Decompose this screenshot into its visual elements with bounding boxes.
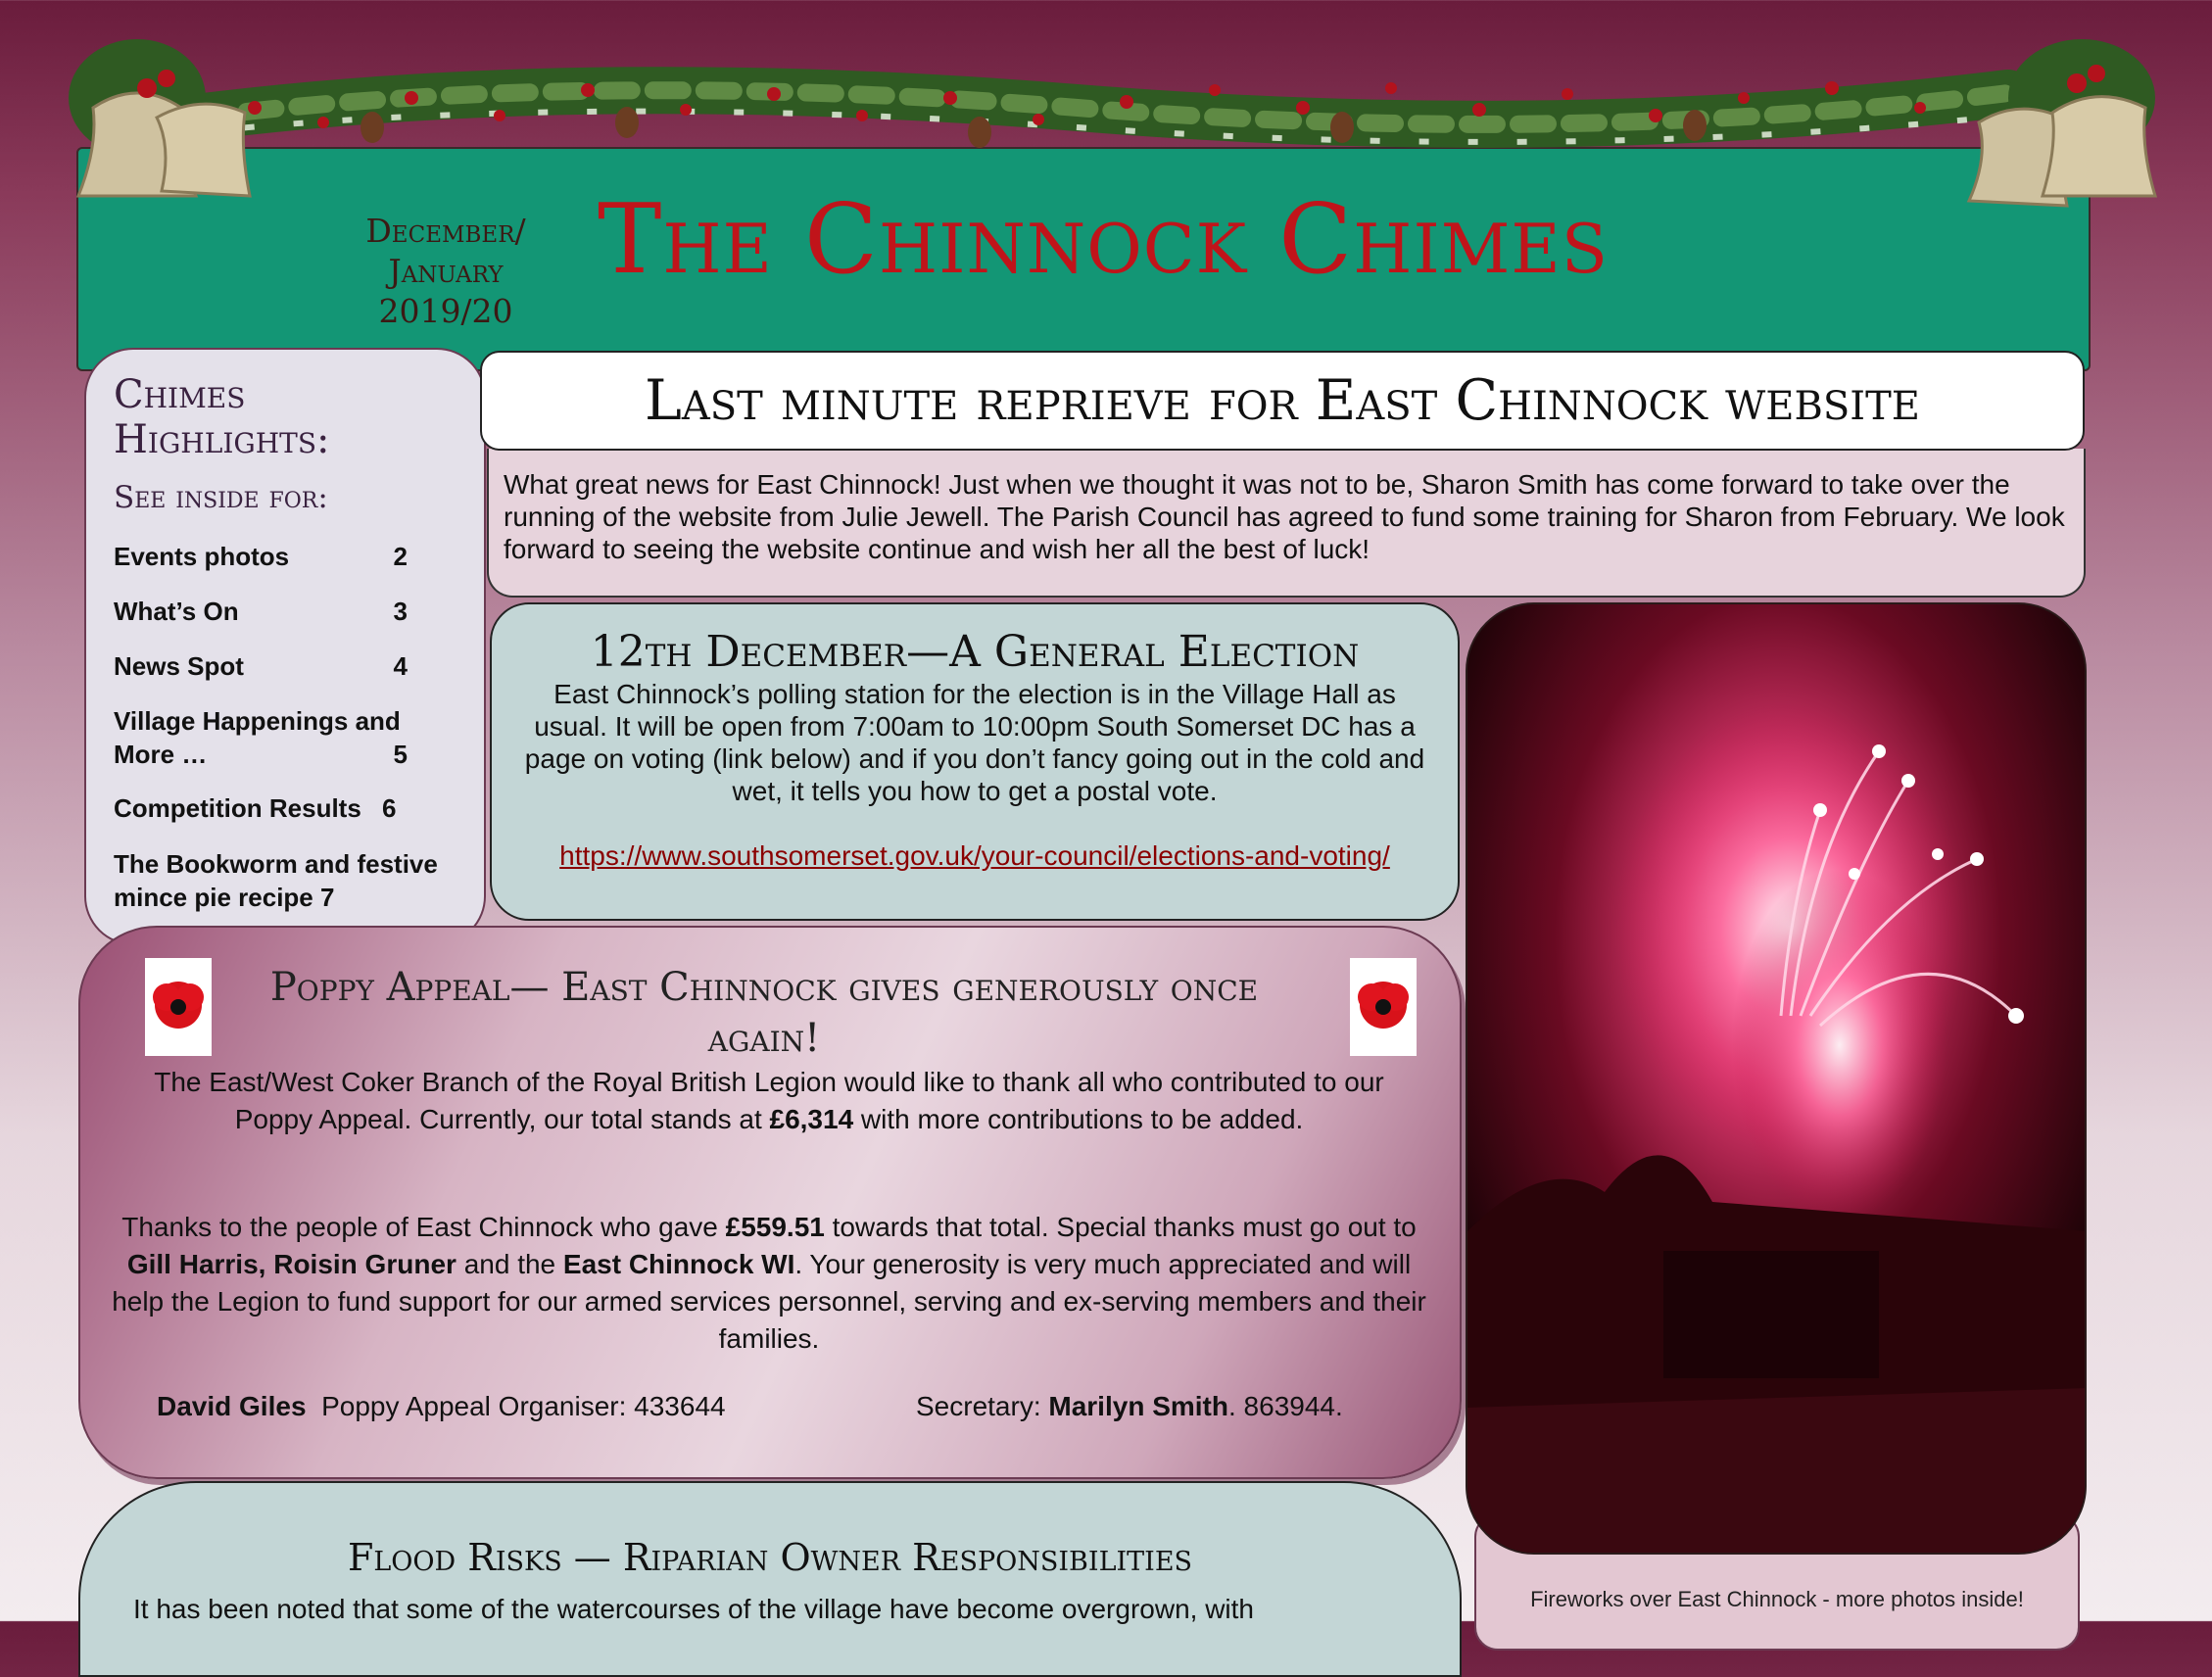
- poppy-text: . Your generosity is very much appreciated and will help the Legion to fund support for our armed services personnel, serving and ex-serving members and their families.: [112, 1249, 1426, 1354]
- poppy-thanked-names: Gill Harris, Roisin Gruner: [126, 1249, 457, 1279]
- election-body: East Chinnock’s polling station for the election is in the Village Hall as usual. It will be open from 7:00am to 10:00pm South Somerset DC has a page on voting (link below) and if you don’t fancy going out in the cold and wet, it tells you how to get a postal vote.: [524, 679, 1425, 806]
- poppy-text: Thanks to the people of East Chinnock who gave: [121, 1212, 726, 1242]
- organiser-role: Poppy Appeal Organiser: 433644: [321, 1391, 726, 1421]
- toc-item-label: Events photos: [114, 542, 290, 571]
- poppy-appeal-paragraph: [118, 1064, 1420, 1138]
- poppy-appeal-title: Poppy Appeal— East Chinnock gives generously once again!: [269, 965, 1259, 1061]
- toc-item-label: News Spot: [114, 651, 244, 681]
- toc-item[interactable]: [114, 595, 466, 628]
- flood-risks-panel: [78, 1481, 1462, 1677]
- toc-item[interactable]: [114, 649, 466, 683]
- secretary-name: Marilyn Smith: [1048, 1391, 1228, 1421]
- see-inside-heading: See inside for:: [114, 480, 328, 515]
- toc-item-label: Village Happenings and More …: [114, 706, 401, 769]
- toc-item[interactable]: [114, 791, 466, 825]
- poppy-secretary: [916, 1391, 1343, 1422]
- toc-item-page: 2: [393, 542, 408, 571]
- issue-date-line: 2019/20: [378, 292, 513, 330]
- photo-caption: Fireworks over East Chinnock - more photos inside!: [1530, 1587, 2024, 1611]
- poppy-icon: [1350, 958, 1417, 1056]
- issue-date-line: January: [388, 252, 504, 290]
- toc-item-page: 3: [393, 597, 408, 626]
- fireworks-photo: [1466, 602, 2087, 1555]
- fireworks-image: [1467, 604, 2087, 1555]
- newsletter-title: The Chinnock Chimes: [598, 184, 1609, 296]
- bell-icon-right: [1969, 39, 2155, 206]
- poppy-organiser: [157, 1391, 726, 1422]
- highlights-title: Chimes Highlights:: [114, 372, 330, 462]
- toc-item-page: 4: [393, 651, 408, 681]
- toc-item-label: What’s On: [114, 597, 239, 626]
- poppy-village-amount: £559.51: [725, 1212, 825, 1242]
- toc-item[interactable]: [114, 704, 427, 771]
- website-article-title-panel: [480, 351, 2085, 451]
- issue-date-line: December/: [365, 212, 526, 250]
- poppy-text: towards that total. Special thanks must go out to: [824, 1212, 1417, 1242]
- secretary-label: Secretary:: [916, 1391, 1049, 1421]
- website-article-body: What great news for East Chinnock! Just when we thought it was not to be, Sharon Smith has come forward to take over the running of the website from Julie Jewell. The Parish Council has agreed to fund some training for Sharon from February. We look forward to seeing the website continue and wish her all the best of luck!: [504, 469, 2065, 564]
- website-article-title: Last minute reprieve for East Chinnock website: [645, 368, 1920, 433]
- poppy-text: with more contributions to be added.: [853, 1104, 1304, 1134]
- election-title: 12th December—A General Election: [590, 627, 1360, 677]
- poppy-icon: [145, 958, 212, 1056]
- toc-item[interactable]: [114, 847, 457, 914]
- secretary-phone: . 863944.: [1227, 1391, 1343, 1421]
- flood-risks-title: Flood Risks — Riparian Owner Responsibilities: [347, 1536, 1193, 1579]
- poppy-thanked-wi: East Chinnock WI: [562, 1249, 795, 1279]
- toc-item[interactable]: [114, 540, 466, 573]
- bell-icon-left: [69, 39, 250, 196]
- toc-item-label: Competition Results: [114, 793, 361, 823]
- holly-garland-decoration: [0, 0, 2212, 294]
- poppy-text: The East/West Coker Branch of the Royal British Legion would like to thank all who contributed to our Poppy Appeal. Currently, our total stands at: [154, 1067, 1384, 1134]
- poppy-total-amount: £6,314: [769, 1104, 854, 1134]
- garland-strand: [196, 90, 2008, 142]
- poppy-text: and the: [456, 1249, 563, 1279]
- flood-risks-body: It has been noted that some of the watercourses of the village have become overgrown, with: [133, 1594, 1254, 1624]
- toc-item-label: The Bookworm and festive mince pie recipe 7: [114, 849, 438, 912]
- poppy-appeal-paragraph: [108, 1209, 1430, 1358]
- toc-item-page: 5: [393, 740, 408, 769]
- election-link[interactable]: https://www.southsomerset.gov.uk/your-council/elections-and-voting/: [559, 840, 1390, 871]
- toc-item-page: 6: [382, 793, 397, 823]
- organiser-name: David Giles: [157, 1391, 307, 1421]
